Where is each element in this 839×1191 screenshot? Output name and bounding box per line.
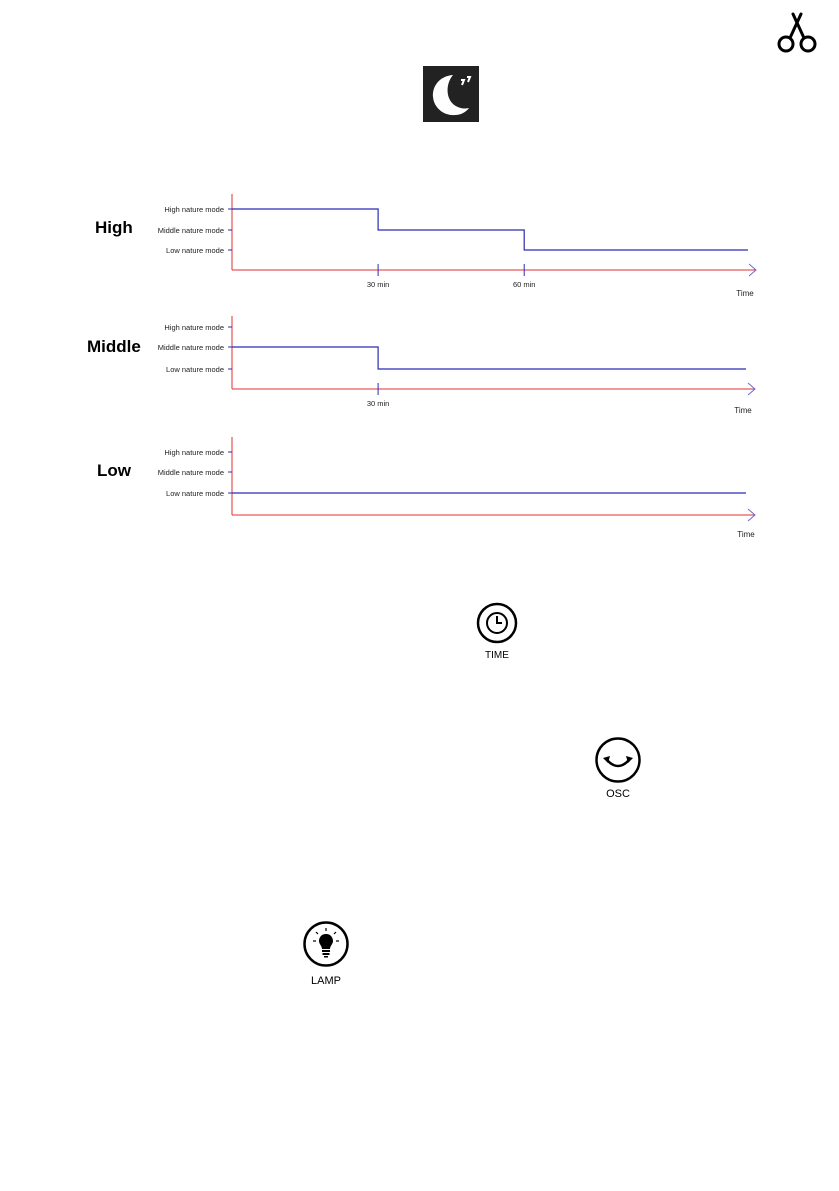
x-tick-label: 60 min [512, 280, 536, 289]
sleep-moon-icon [423, 66, 479, 122]
y-tick-label: Middle nature mode [157, 226, 224, 235]
clock-icon [476, 602, 518, 644]
series-line [232, 209, 748, 250]
x-axis-label: Time [737, 530, 755, 539]
x-axis-label: Time [736, 289, 754, 298]
lamp-button-label: LAMP [311, 975, 341, 987]
y-tick-label: High nature mode [164, 205, 224, 214]
chart-middle-svg [0, 314, 839, 424]
x-axis-label: Time [734, 406, 752, 415]
time-button-label: TIME [485, 650, 509, 661]
chart-low [0, 435, 839, 545]
y-tick-label: Low nature mode [166, 489, 224, 498]
osc-button-label: OSC [606, 788, 630, 800]
chart-high-svg [0, 190, 839, 300]
y-tick-label: Low nature mode [166, 365, 224, 374]
oscillation-icon [594, 736, 642, 784]
y-tick-label: Middle nature mode [157, 468, 224, 477]
chart-title-low: Low [97, 461, 131, 480]
chart-high [0, 190, 839, 300]
y-tick-label: Low nature mode [166, 246, 224, 255]
lamp-bulb-icon [302, 920, 350, 968]
chart-middle [0, 314, 839, 424]
y-tick-label: High nature mode [164, 323, 224, 332]
y-tick-label: Middle nature mode [157, 343, 224, 352]
chart-title-middle: Middle [87, 337, 141, 356]
chart-low-svg [0, 435, 839, 545]
scissors-icon [774, 10, 820, 56]
chart-title-high: High [95, 218, 133, 237]
series-line [232, 347, 746, 369]
x-tick-label: 30 min [366, 399, 390, 408]
x-tick-label: 30 min [366, 280, 390, 289]
y-tick-label: High nature mode [164, 448, 224, 457]
